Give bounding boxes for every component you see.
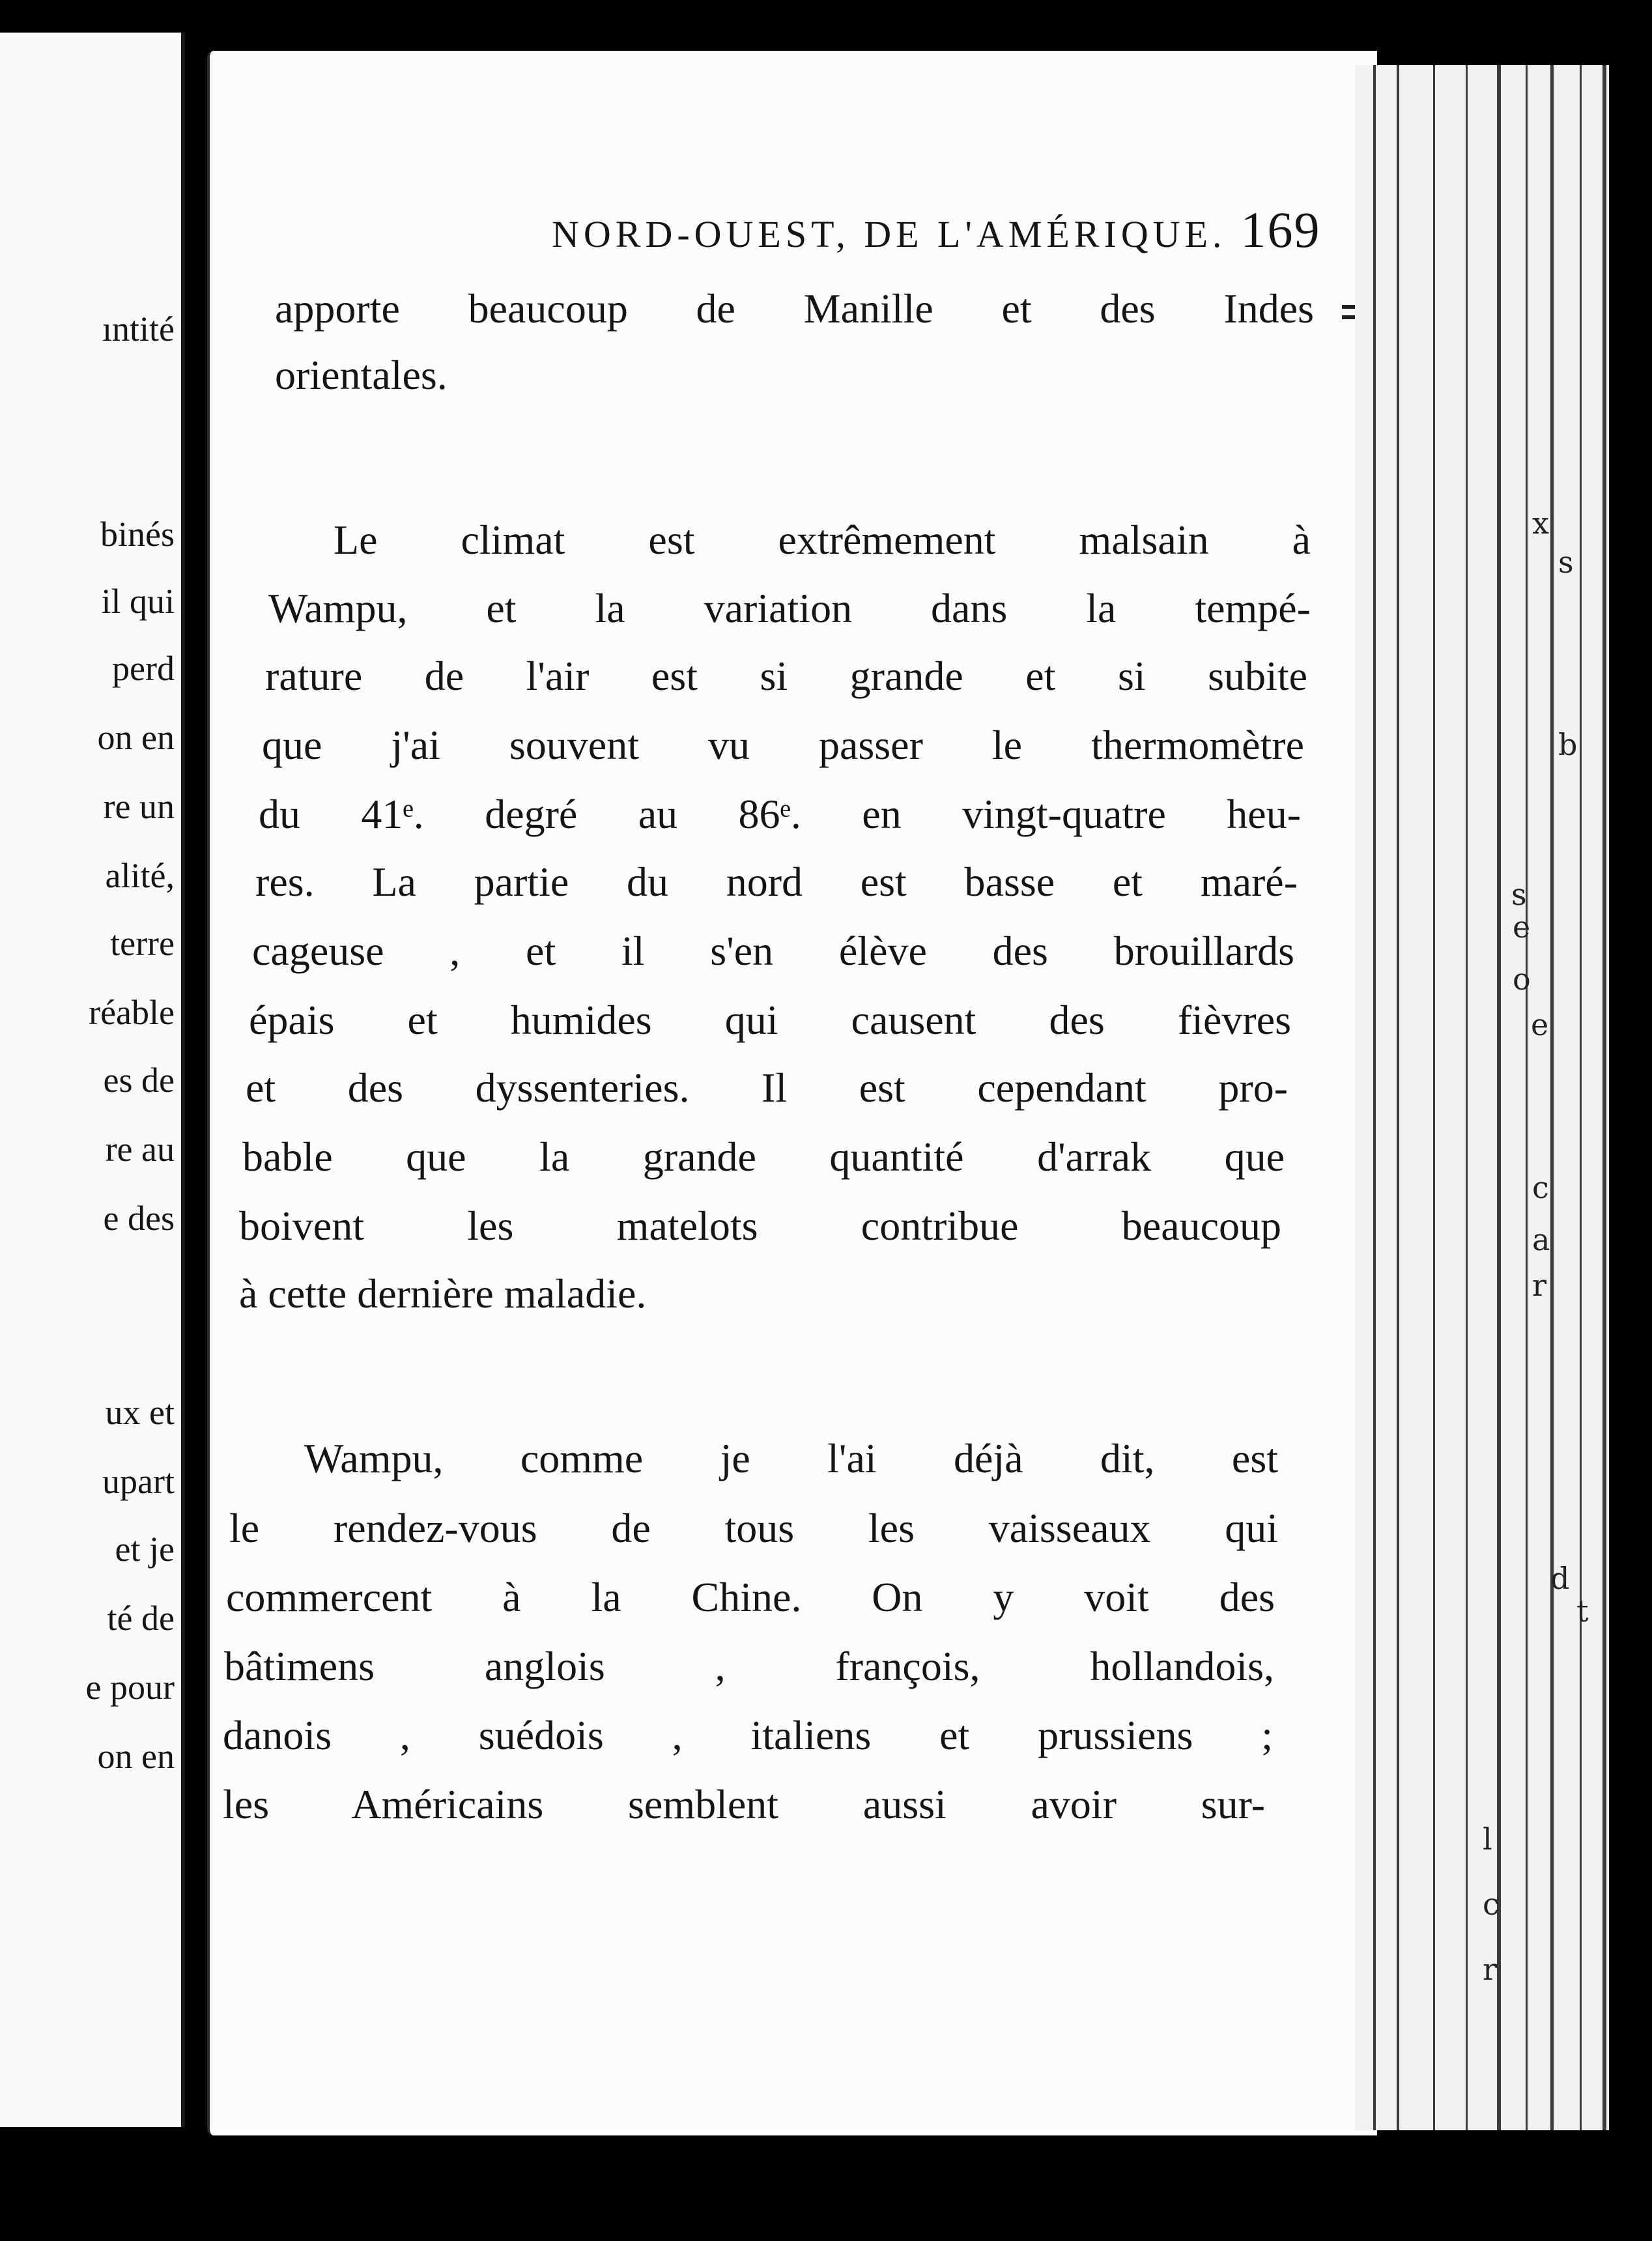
bleed-through-glyph: e (1513, 909, 1531, 945)
left-facing-page (0, 33, 185, 2127)
page-stack (1355, 65, 1609, 2130)
text-line: danois , suédois , italiens et prussiens ; (223, 1712, 1273, 1758)
bleed-through-glyph: s (1511, 877, 1527, 912)
text-line: à cette dernière maladie. (239, 1270, 647, 1317)
bleed-through-glyph: s (1558, 545, 1574, 580)
text-line: bable que la grande quantité d'arrak que (242, 1134, 1285, 1180)
left-page-fragment: ux et (105, 1393, 175, 1432)
left-page-fragment: on en (97, 718, 175, 757)
running-head-title: NORD-OUEST, DE L'AMÉRIQUE. (552, 213, 1227, 255)
sheet-edge (1497, 65, 1501, 2130)
text-line: que j'ai souvent vu passer le thermomètre (262, 722, 1304, 768)
text-line: commercent à la Chine. On y voit des (226, 1574, 1275, 1620)
bleed-through-glyph: c (1532, 1170, 1549, 1205)
left-page-fragment: re un (103, 787, 175, 826)
left-page-fragment: ıntité (102, 309, 175, 349)
left-page-fragment: terre (110, 924, 175, 963)
sheet-edge (1580, 65, 1582, 2130)
left-page-fragment: es de (103, 1061, 175, 1100)
text-line: apporte beaucoup de Manille et des Indes (275, 285, 1314, 332)
bleed-through-glyph: r (1532, 1268, 1546, 1303)
bleed-through-glyph: t (1576, 1593, 1589, 1629)
text-line: res. La partie du nord est basse et maré- (255, 859, 1298, 905)
left-page-fragment: upart (102, 1462, 175, 1501)
bottom-shadow (0, 2143, 1652, 2241)
sheet-edge (1433, 65, 1435, 2130)
bleed-through-glyph: e (1531, 1007, 1549, 1042)
text-line: bâtimens anglois , françois, hollandois, (224, 1643, 1274, 1689)
left-page-fragment: réable (89, 993, 175, 1032)
bleed-through-glyph: b (1558, 727, 1578, 762)
text-line: épais et humides qui causent des fièvres (249, 997, 1291, 1043)
left-page-fragment: et je (115, 1530, 175, 1569)
sheet-edge (1526, 65, 1528, 2130)
text-line: du 41ᵉ. degré au 86ᵉ. en vingt-quatre heu- (259, 791, 1301, 837)
sheet-edge (1373, 65, 1376, 2130)
text-line: les Américains semblent aussi avoir sur- (223, 1781, 1265, 1827)
bleed-through-glyph: d (1550, 1561, 1570, 1596)
text-line: et des dyssenteries. Il est cependant pro- (246, 1064, 1288, 1111)
left-page-fragment: té de (107, 1599, 175, 1638)
left-page-fragment: alité, (105, 856, 175, 895)
left-page-fragment: e des (103, 1199, 175, 1238)
text-line: boivent les matelots contribue beaucoup (239, 1203, 1281, 1249)
sheet-edge (1397, 65, 1399, 2130)
bleed-through-glyph: a (1532, 1222, 1550, 1257)
text-line: Wampu, et la variation dans la tempé- (268, 585, 1311, 631)
bleed-through-glyph: x (1532, 506, 1549, 541)
left-page-fragment: re au (105, 1130, 175, 1169)
bleed-through-glyph: c (1483, 1887, 1500, 1922)
bleed-through-glyph: o (1513, 962, 1531, 997)
text-line: orientales. (275, 352, 448, 398)
left-page-fragment: perd (112, 649, 175, 688)
page-number: 169 (1240, 201, 1321, 258)
text-line: Le climat est extrêmement malsain à (334, 517, 1311, 563)
bleed-through-glyph: l (1483, 1821, 1492, 1857)
sheet-edge (1602, 65, 1606, 2130)
bleed-through-glyph: r (1483, 1952, 1497, 1987)
left-page-fragment: e pour (85, 1668, 175, 1707)
left-page-fragment: on en (97, 1737, 175, 1776)
text-line: Wampu, comme je l'ai déjà dit, est (304, 1435, 1278, 1481)
sheet-edge (1550, 65, 1554, 2130)
text-line: cageuse , et il s'en élève des brouillards (252, 928, 1294, 974)
sheet-edge (1466, 65, 1468, 2130)
left-page-fragment: il qui (101, 582, 175, 621)
text-line: rature de l'air est si grande et si subite (265, 653, 1307, 699)
book-page (207, 51, 1377, 2135)
text-line: le rendez-vous de tous les vaisseaux qui (229, 1505, 1278, 1551)
left-page-fragment: binés (100, 515, 175, 554)
running-head (552, 201, 1321, 259)
